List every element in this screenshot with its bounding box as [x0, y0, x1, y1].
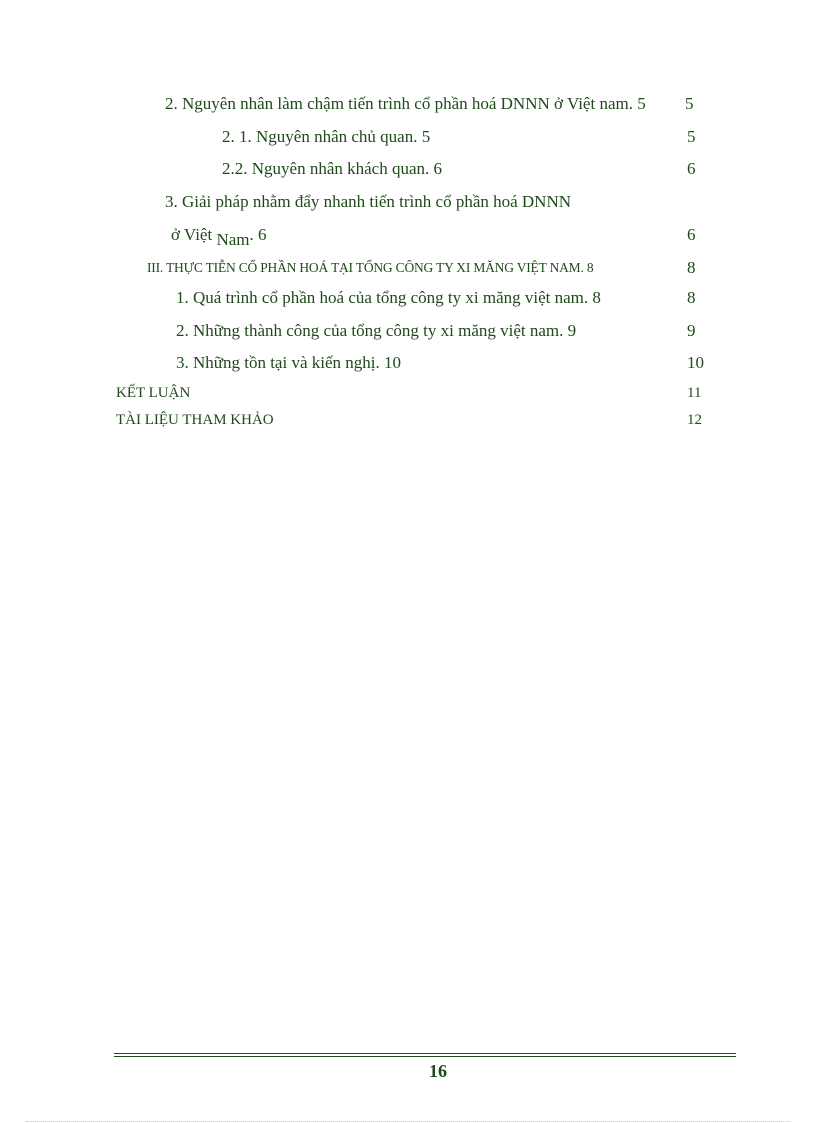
toc-entry-text: 3. Những tồn tại và kiến nghị. 10 — [176, 353, 401, 372]
toc-entry-page: 9 — [687, 321, 696, 340]
page-number: 16 — [429, 1061, 447, 1081]
toc-entry-1-qua-trinh — [176, 288, 601, 308]
toc-entry-2-nguyen-nhan — [165, 94, 646, 114]
footer-divider — [114, 1053, 736, 1054]
toc-entry-text: ở Việt — [171, 225, 213, 244]
toc-entry-page: 11 — [687, 385, 702, 401]
toc-entry-page: 12 — [687, 412, 702, 428]
toc-entry-text: TÀI LIỆU THAM KHẢO — [116, 412, 274, 428]
toc-entry-text: 3. Giải pháp nhằm đẩy nhanh tiến trình cổ phần hoá DNNN — [165, 192, 572, 211]
toc-entry-text: 1. Quá trình cổ phần hoá của tổng công ty xi măng việt nam. 8 — [176, 288, 601, 307]
toc-entry-iii-thuc-tien — [147, 258, 593, 278]
toc-entry-text: . 6 — [249, 225, 267, 244]
toc-entry-text: KẾT LUẬN — [116, 385, 191, 401]
toc-entry-page: 8 — [687, 288, 696, 307]
footer-divider — [114, 1056, 736, 1057]
toc-entry-text: 2. 1. Nguyên nhân chủ quan. 5 — [222, 127, 431, 146]
toc-entry-page: 5 — [685, 94, 694, 113]
toc-entry-2-thanh-cong — [176, 321, 576, 341]
toc-entry-text: Nam — [216, 230, 250, 249]
toc-entry-tai-lieu — [116, 410, 274, 430]
toc-entry-page: 8 — [687, 258, 696, 277]
toc-entry-3-giai-phap — [165, 192, 571, 212]
toc-entry-3-ton-tai — [176, 353, 401, 373]
toc-entry-page: 6 — [687, 225, 696, 244]
toc-entry-text: 2.2. Nguyên nhân khách quan. 6 — [222, 159, 443, 178]
toc-entry-text: III. THỰC TIỄN CỔ PHẦN HOÁ TẠI TỔNG CÔNG TY XI MĂNG VIỆT NAM. 8 — [147, 260, 594, 275]
toc-entry-text: 2. Nguyên nhân làm chậm tiến trình cổ phần hoá DNNN ở Việt nam. 5 — [165, 94, 646, 113]
toc-entry-2-1-chu-quan — [222, 127, 430, 147]
toc-entry-page: 5 — [687, 127, 696, 146]
toc-entry-2-2-khach-quan — [222, 159, 442, 179]
toc-entry-page: 10 — [687, 353, 704, 372]
toc-entry-text: 2. Những thành công của tổng công ty xi măng việt nam. 9 — [176, 321, 577, 340]
toc-entry-page: 6 — [687, 159, 696, 178]
toc-entry-ket-luan — [116, 383, 190, 403]
toc-entry-3-giai-phap-cont — [171, 225, 267, 249]
page-bottom-border — [26, 1121, 790, 1122]
